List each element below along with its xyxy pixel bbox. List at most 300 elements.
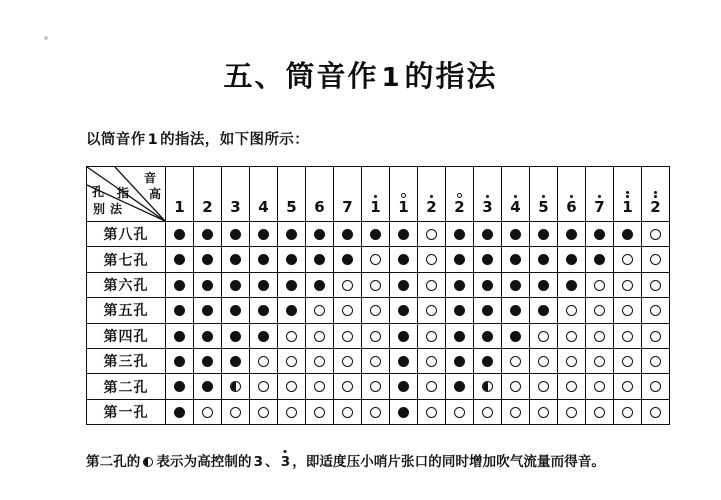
hole-state-cell — [166, 272, 194, 297]
open-hole-icon — [370, 331, 381, 342]
hole-state-cell — [362, 348, 390, 373]
open-hole-icon — [286, 331, 297, 342]
hole-state-cell — [250, 247, 278, 272]
closed-hole-icon — [538, 254, 549, 265]
hole-state-cell — [166, 222, 194, 247]
hole-state-cell — [474, 298, 502, 323]
hole-state-cell — [334, 374, 362, 399]
open-hole-icon — [482, 407, 493, 418]
hole-state-cell — [306, 247, 334, 272]
closed-hole-icon — [286, 305, 297, 316]
note-digit: 1 — [398, 198, 409, 216]
closed-hole-icon — [538, 280, 549, 291]
hole-state-cell — [446, 399, 474, 424]
closed-hole-icon — [482, 280, 493, 291]
open-hole-icon — [622, 407, 633, 418]
hole-state-cell — [278, 272, 306, 297]
closed-hole-icon — [202, 331, 213, 342]
open-hole-icon — [650, 280, 661, 291]
note-digit: 1 — [370, 198, 381, 216]
page-title-suffix: 的指法 — [404, 59, 498, 93]
open-hole-icon — [594, 407, 605, 418]
hole-state-cell — [642, 399, 670, 424]
closed-hole-icon — [202, 356, 213, 367]
hole-state-cell — [166, 247, 194, 272]
open-hole-icon — [566, 331, 577, 342]
closed-hole-icon — [482, 229, 493, 240]
hole-state-cell — [278, 399, 306, 424]
half-hole-icon — [230, 381, 241, 392]
open-hole-icon — [258, 407, 269, 418]
hole-state-cell — [530, 374, 558, 399]
open-hole-icon — [650, 305, 661, 316]
hole-state-cell — [222, 222, 250, 247]
note-column-header — [250, 167, 278, 222]
hole-state-cell — [642, 298, 670, 323]
note-digit: 1 — [174, 198, 185, 216]
closed-hole-icon — [454, 280, 465, 291]
closed-hole-icon — [258, 254, 269, 265]
note-digit: 3 — [230, 198, 241, 216]
corner-hole-label-2: 别 — [93, 202, 106, 216]
table-row — [87, 222, 670, 247]
note-column-header — [586, 167, 614, 222]
closed-hole-icon — [202, 280, 213, 291]
corner-fingering-label-1: 指 — [117, 186, 130, 200]
note-column-header — [278, 167, 306, 222]
open-hole-icon — [258, 356, 269, 367]
hole-state-cell — [222, 323, 250, 348]
note-column-header — [446, 167, 474, 222]
hole-state-cell — [250, 272, 278, 297]
hole-row-label: 第五孔 — [87, 298, 166, 323]
open-hole-icon — [594, 331, 605, 342]
closed-hole-icon — [174, 280, 185, 291]
hole-state-cell — [530, 222, 558, 247]
open-hole-icon — [426, 407, 437, 418]
note-column-header — [390, 167, 418, 222]
note-column-header — [166, 167, 194, 222]
closed-hole-icon — [174, 254, 185, 265]
page-title — [0, 54, 721, 95]
hole-state-cell — [614, 247, 642, 272]
footnote-note-2: 3 — [280, 454, 291, 470]
hole-state-cell — [418, 272, 446, 297]
hole-state-cell — [558, 272, 586, 297]
hole-state-cell — [530, 272, 558, 297]
open-hole-icon — [650, 356, 661, 367]
open-hole-icon — [286, 356, 297, 367]
closed-hole-icon — [510, 331, 521, 342]
hole-state-cell — [250, 348, 278, 373]
closed-hole-icon — [342, 229, 353, 240]
open-hole-icon — [342, 331, 353, 342]
note-digit: 4 — [510, 198, 521, 216]
hole-state-cell — [418, 348, 446, 373]
closed-hole-icon — [398, 305, 409, 316]
intro-suffix: 的指法，如下图所示： — [160, 132, 310, 148]
hole-row-label: 第八孔 — [87, 222, 166, 247]
hole-state-cell — [390, 272, 418, 297]
hole-state-cell — [558, 247, 586, 272]
closed-hole-icon — [482, 254, 493, 265]
closed-hole-icon — [510, 280, 521, 291]
open-hole-icon — [622, 381, 633, 392]
intro-prefix: 以筒音作 — [86, 132, 146, 148]
hole-state-cell — [362, 323, 390, 348]
hole-state-cell — [474, 374, 502, 399]
closed-hole-icon — [398, 229, 409, 240]
hole-state-cell — [446, 298, 474, 323]
open-hole-icon — [566, 356, 577, 367]
closed-hole-icon — [230, 331, 241, 342]
closed-hole-icon — [314, 254, 325, 265]
hole-state-cell — [530, 323, 558, 348]
footnote-part-3: ，即适度压小哨片张口的同时增加吹气流量而得音。 — [292, 454, 606, 470]
note-column-header — [474, 167, 502, 222]
hole-state-cell — [558, 399, 586, 424]
hole-state-cell — [530, 247, 558, 272]
open-hole-icon — [426, 229, 437, 240]
hole-state-cell — [474, 272, 502, 297]
hole-state-cell — [586, 399, 614, 424]
fingering-table — [86, 166, 670, 425]
closed-hole-icon — [230, 229, 241, 240]
open-hole-icon — [426, 254, 437, 265]
note-column-header — [334, 167, 362, 222]
closed-hole-icon — [258, 229, 269, 240]
open-hole-icon — [622, 331, 633, 342]
hole-state-cell — [194, 222, 222, 247]
closed-hole-icon — [454, 331, 465, 342]
open-hole-icon — [622, 280, 633, 291]
hole-state-cell — [474, 399, 502, 424]
note-column-header — [530, 167, 558, 222]
open-hole-icon — [342, 381, 353, 392]
closed-hole-icon — [594, 254, 605, 265]
closed-hole-icon — [398, 254, 409, 265]
half-hole-symbol-icon — [143, 457, 153, 467]
corner-fingering-label-2: 法 — [110, 202, 123, 216]
hole-state-cell — [250, 374, 278, 399]
note-column-header — [194, 167, 222, 222]
closed-hole-icon — [314, 229, 325, 240]
hole-state-cell — [502, 323, 530, 348]
closed-hole-icon — [286, 254, 297, 265]
closed-hole-icon — [202, 229, 213, 240]
open-hole-icon — [342, 356, 353, 367]
open-hole-icon — [342, 305, 353, 316]
closed-hole-icon — [482, 331, 493, 342]
corner-hole-label-1: 孔 — [92, 185, 105, 199]
hole-state-cell — [446, 247, 474, 272]
open-hole-icon — [538, 407, 549, 418]
open-hole-icon — [650, 229, 661, 240]
hole-state-cell — [446, 323, 474, 348]
open-hole-icon — [650, 381, 661, 392]
table-row — [87, 399, 670, 424]
hole-state-cell — [586, 272, 614, 297]
note-digit: 5 — [538, 198, 549, 216]
hole-state-cell — [334, 348, 362, 373]
fingering-table-body — [87, 222, 670, 425]
open-hole-icon — [370, 381, 381, 392]
closed-hole-icon — [286, 229, 297, 240]
open-hole-icon — [594, 356, 605, 367]
closed-hole-icon — [174, 229, 185, 240]
hole-state-cell — [222, 399, 250, 424]
closed-hole-icon — [230, 280, 241, 291]
note-digit: 2 — [454, 198, 465, 216]
closed-hole-icon — [314, 280, 325, 291]
hole-state-cell — [306, 374, 334, 399]
open-hole-icon — [622, 356, 633, 367]
hole-state-cell — [306, 399, 334, 424]
closed-hole-icon — [174, 407, 185, 418]
hole-state-cell — [558, 348, 586, 373]
scan-speck — [44, 36, 48, 40]
corner-pitch-label-1: 音 — [143, 171, 156, 185]
hole-state-cell — [474, 348, 502, 373]
table-row — [87, 272, 670, 297]
closed-hole-icon — [398, 331, 409, 342]
hole-state-cell — [558, 323, 586, 348]
hole-state-cell — [278, 247, 306, 272]
closed-hole-icon — [230, 305, 241, 316]
hole-row-label: 第六孔 — [87, 272, 166, 297]
closed-hole-icon — [566, 254, 577, 265]
closed-hole-icon — [174, 381, 185, 392]
hole-state-cell — [306, 323, 334, 348]
open-hole-icon — [510, 381, 521, 392]
corner-pitch-label-2: 高 — [148, 187, 161, 201]
hole-state-cell — [474, 323, 502, 348]
note-digit: 3 — [482, 198, 493, 216]
hole-state-cell — [362, 247, 390, 272]
open-hole-icon — [650, 254, 661, 265]
hole-row-label: 第一孔 — [87, 399, 166, 424]
note-column-header — [642, 167, 670, 222]
open-hole-icon — [230, 407, 241, 418]
hole-row-label: 第二孔 — [87, 374, 166, 399]
hole-state-cell — [614, 399, 642, 424]
hole-state-cell — [446, 348, 474, 373]
closed-hole-icon — [174, 331, 185, 342]
hole-state-cell — [614, 374, 642, 399]
hole-state-cell — [614, 272, 642, 297]
hole-row-label: 第七孔 — [87, 247, 166, 272]
hole-state-cell — [502, 348, 530, 373]
hole-state-cell — [362, 298, 390, 323]
open-hole-icon — [510, 407, 521, 418]
hole-state-cell — [222, 247, 250, 272]
hole-row-label: 第四孔 — [87, 323, 166, 348]
note-column-header — [362, 167, 390, 222]
intro-text — [86, 128, 309, 149]
hole-state-cell — [418, 247, 446, 272]
half-hole-icon — [482, 381, 493, 392]
hole-state-cell — [362, 272, 390, 297]
hole-state-cell — [586, 323, 614, 348]
open-hole-icon — [202, 407, 213, 418]
open-hole-icon — [594, 381, 605, 392]
note-column-header — [306, 167, 334, 222]
page-title-prefix: 五、筒音作 — [223, 59, 379, 93]
hole-state-cell — [278, 374, 306, 399]
note-digit: 6 — [566, 198, 577, 216]
open-hole-icon — [426, 305, 437, 316]
hole-state-cell — [558, 298, 586, 323]
hole-state-cell — [222, 348, 250, 373]
note-column-header — [614, 167, 642, 222]
hole-state-cell — [222, 298, 250, 323]
open-hole-icon — [594, 305, 605, 316]
closed-hole-icon — [482, 305, 493, 316]
hole-state-cell — [642, 323, 670, 348]
hole-state-cell — [194, 298, 222, 323]
hole-state-cell — [166, 348, 194, 373]
hole-state-cell — [558, 374, 586, 399]
closed-hole-icon — [342, 254, 353, 265]
open-hole-icon — [650, 407, 661, 418]
hole-state-cell — [194, 323, 222, 348]
footnote-text — [86, 450, 605, 470]
open-hole-icon — [286, 381, 297, 392]
hole-state-cell — [614, 222, 642, 247]
hole-state-cell — [250, 399, 278, 424]
hole-state-cell — [334, 323, 362, 348]
hole-state-cell — [418, 298, 446, 323]
open-hole-icon — [370, 254, 381, 265]
open-hole-icon — [426, 356, 437, 367]
table-row — [87, 374, 670, 399]
hole-state-cell — [194, 399, 222, 424]
closed-hole-icon — [454, 254, 465, 265]
hole-state-cell — [278, 348, 306, 373]
open-hole-icon — [566, 407, 577, 418]
hole-state-cell — [362, 222, 390, 247]
hole-state-cell — [474, 222, 502, 247]
note-digit: 6 — [314, 198, 325, 216]
hole-state-cell — [502, 399, 530, 424]
open-hole-icon — [622, 254, 633, 265]
closed-hole-icon — [258, 280, 269, 291]
closed-hole-icon — [398, 356, 409, 367]
footnote-separator: 、 — [265, 454, 279, 470]
open-hole-icon — [314, 381, 325, 392]
hole-state-cell — [502, 374, 530, 399]
hole-state-cell — [390, 298, 418, 323]
hole-state-cell — [418, 374, 446, 399]
open-hole-icon — [566, 305, 577, 316]
closed-hole-icon — [202, 254, 213, 265]
open-hole-icon — [314, 356, 325, 367]
closed-hole-icon — [230, 254, 241, 265]
hole-state-cell — [642, 247, 670, 272]
hole-state-cell — [586, 348, 614, 373]
open-hole-icon — [538, 381, 549, 392]
note-digit: 4 — [258, 198, 269, 216]
note-digit: 7 — [594, 198, 605, 216]
note-header-row — [87, 167, 670, 222]
hole-state-cell — [390, 374, 418, 399]
note-digit: 2 — [426, 198, 437, 216]
hole-state-cell — [278, 222, 306, 247]
open-hole-icon — [426, 381, 437, 392]
hole-state-cell — [446, 374, 474, 399]
open-hole-icon — [370, 305, 381, 316]
table-row — [87, 247, 670, 272]
closed-hole-icon — [510, 254, 521, 265]
closed-hole-icon — [454, 381, 465, 392]
hole-state-cell — [586, 298, 614, 323]
open-hole-icon — [286, 407, 297, 418]
corner-legend-cell — [87, 167, 166, 222]
open-hole-icon — [454, 407, 465, 418]
hole-state-cell — [306, 272, 334, 297]
closed-hole-icon — [510, 229, 521, 240]
hole-row-label: 第三孔 — [87, 348, 166, 373]
hole-state-cell — [334, 272, 362, 297]
table-row — [87, 348, 670, 373]
closed-hole-icon — [202, 305, 213, 316]
hole-state-cell — [586, 247, 614, 272]
open-hole-icon — [650, 331, 661, 342]
closed-hole-icon — [538, 229, 549, 240]
hole-state-cell — [166, 298, 194, 323]
closed-hole-icon — [538, 305, 549, 316]
hole-state-cell — [642, 348, 670, 373]
open-hole-icon — [510, 356, 521, 367]
hole-state-cell — [194, 348, 222, 373]
page-title-number: 1 — [381, 63, 402, 93]
hole-state-cell — [194, 247, 222, 272]
closed-hole-icon — [398, 280, 409, 291]
hole-state-cell — [390, 222, 418, 247]
hole-state-cell — [530, 298, 558, 323]
intro-number: 1 — [147, 132, 159, 148]
hole-state-cell — [306, 298, 334, 323]
open-hole-icon — [370, 356, 381, 367]
closed-hole-icon — [174, 356, 185, 367]
hole-state-cell — [502, 272, 530, 297]
open-hole-icon — [538, 331, 549, 342]
table-row — [87, 298, 670, 323]
closed-hole-icon — [398, 407, 409, 418]
hole-state-cell — [418, 323, 446, 348]
hole-state-cell — [334, 298, 362, 323]
note-column-header — [222, 167, 250, 222]
closed-hole-icon — [510, 305, 521, 316]
hole-state-cell — [418, 222, 446, 247]
note-column-header — [502, 167, 530, 222]
closed-hole-icon — [454, 229, 465, 240]
hole-state-cell — [390, 247, 418, 272]
fingering-chart — [86, 166, 670, 425]
closed-hole-icon — [258, 305, 269, 316]
hole-state-cell — [642, 374, 670, 399]
hole-state-cell — [334, 399, 362, 424]
closed-hole-icon — [566, 280, 577, 291]
open-hole-icon — [258, 381, 269, 392]
open-hole-icon — [566, 381, 577, 392]
open-hole-icon — [622, 305, 633, 316]
closed-hole-icon — [398, 381, 409, 392]
hole-state-cell — [558, 222, 586, 247]
open-hole-icon — [426, 331, 437, 342]
open-hole-icon — [314, 407, 325, 418]
footnote-part-1: 第二孔的 — [86, 454, 141, 470]
